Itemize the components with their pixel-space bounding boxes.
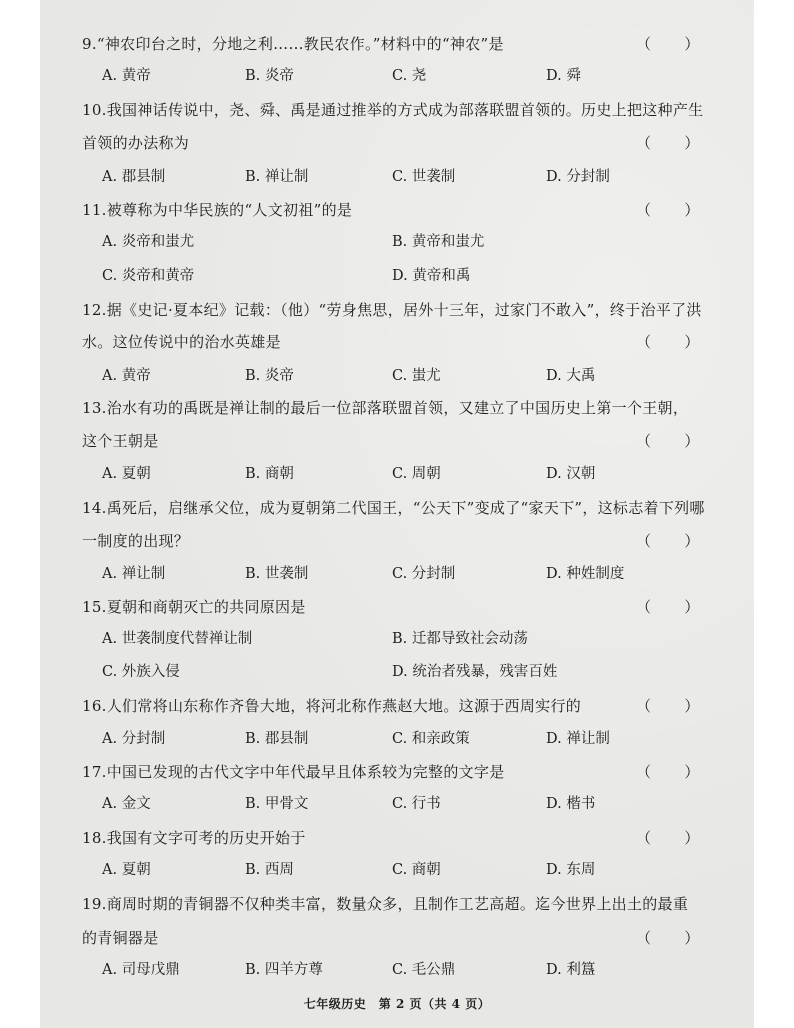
question-13-option[interactable]: A. 夏朝 (102, 466, 151, 482)
question-15-option[interactable]: C. 外族入侵 (102, 664, 180, 680)
question-14-option[interactable]: D. 种姓制度 (546, 566, 625, 582)
question-15-answer-blank[interactable]: （ ） (636, 598, 700, 616)
question-16-stem-line: 16.人们常将山东称作齐鲁大地，将河北称作燕赵大地。这源于西周实行的 (82, 697, 582, 715)
question-12-option[interactable]: A. 黄帝 (102, 368, 151, 384)
question-13-option[interactable]: D. 汉朝 (546, 466, 596, 482)
question-14-stem-line: 一制度的出现？ (82, 532, 190, 550)
question-16-option[interactable]: C. 和亲政策 (392, 731, 470, 747)
question-9-option[interactable]: A. 黄帝 (102, 68, 151, 84)
question-9-stem-line: 9.“神农印台之时，分地之利……教民农作。”材料中的“神农”是 (82, 35, 504, 53)
question-10-option[interactable]: D. 分封制 (546, 169, 610, 185)
question-18-stem-line: 18.我国有文字可考的历史开始于 (82, 829, 306, 847)
question-12-stem-line: 水。这位传说中的治水英雄是 (82, 333, 281, 351)
question-13-option[interactable]: C. 周朝 (392, 466, 441, 482)
question-12-stem-line: 12.据《史记·夏本纪》记载：（他）“劳身焦思，居外十三年，过家门不敢入”，终于治平了洪 (82, 301, 702, 319)
question-18-option[interactable]: B. 西周 (245, 862, 294, 878)
question-11-option[interactable]: C. 炎帝和黄帝 (102, 268, 195, 284)
question-9-option[interactable]: D. 舜 (546, 68, 581, 84)
question-10-answer-blank[interactable]: （ ） (636, 134, 700, 152)
question-19-stem-line: 的青铜器是 (82, 929, 159, 947)
question-17-answer-blank[interactable]: （ ） (636, 763, 700, 781)
question-19-option[interactable]: A. 司母戊鼎 (102, 962, 180, 978)
question-19-option[interactable]: D. 利簋 (546, 962, 596, 978)
question-16-option[interactable]: A. 分封制 (102, 731, 166, 747)
question-10-option[interactable]: C. 世袭制 (392, 169, 456, 185)
question-19-option[interactable]: C. 毛公鼎 (392, 962, 456, 978)
question-17-option[interactable]: D. 楷书 (546, 796, 596, 812)
question-18-option[interactable]: C. 商朝 (392, 862, 441, 878)
question-12-option[interactable]: B. 炎帝 (245, 368, 294, 384)
question-18-option[interactable]: A. 夏朝 (102, 862, 151, 878)
question-10-stem-line: 首领的办法称为 (82, 134, 190, 152)
question-19-option[interactable]: B. 四羊方尊 (245, 962, 323, 978)
question-18-answer-blank[interactable]: （ ） (636, 829, 700, 847)
question-9-option[interactable]: C. 尧 (392, 68, 427, 84)
question-9-option[interactable]: B. 炎帝 (245, 68, 294, 84)
question-10-stem-line: 10.我国神话传说中，尧、舜、禹是通过推举的方式成为部落联盟首领的。历史上把这种产生 (82, 101, 704, 119)
question-11-option[interactable]: D. 黄帝和禹 (392, 268, 471, 284)
question-15-stem-line: 15.夏朝和商朝灭亡的共同原因是 (82, 598, 306, 616)
question-11-option[interactable]: A. 炎帝和蚩尤 (102, 234, 195, 250)
question-10-option[interactable]: A. 郡县制 (102, 169, 166, 185)
question-14-option[interactable]: B. 世袭制 (245, 566, 309, 582)
question-16-option[interactable]: D. 禅让制 (546, 731, 610, 747)
question-17-option[interactable]: B. 甲骨文 (245, 796, 309, 812)
question-14-answer-blank[interactable]: （ ） (636, 532, 700, 550)
question-15-option[interactable]: A. 世袭制度代替禅让制 (102, 631, 253, 647)
question-19-answer-blank[interactable]: （ ） (636, 929, 700, 947)
question-13-stem-line: 13.治水有功的禹既是禅让制的最后一位部落联盟首领，又建立了中国历史上第一个王朝， (82, 399, 689, 417)
question-15-option[interactable]: B. 迁都导致社会动荡 (392, 631, 528, 647)
question-16-answer-blank[interactable]: （ ） (636, 697, 700, 715)
question-11-stem-line: 11.被尊称为中华民族的“人文初祖”的是 (82, 201, 353, 219)
question-11-answer-blank[interactable]: （ ） (636, 201, 700, 219)
question-18-option[interactable]: D. 东周 (546, 862, 596, 878)
question-10-option[interactable]: B. 禅让制 (245, 169, 309, 185)
question-12-answer-blank[interactable]: （ ） (636, 333, 700, 351)
question-12-option[interactable]: D. 大禹 (546, 368, 596, 384)
question-9-answer-blank[interactable]: （ ） (636, 35, 700, 53)
question-11-option[interactable]: B. 黄帝和蚩尤 (392, 234, 485, 250)
question-15-option[interactable]: D. 统治者残暴，残害百姓 (392, 664, 558, 680)
question-17-option[interactable]: C. 行书 (392, 796, 441, 812)
question-14-option[interactable]: C. 分封制 (392, 566, 456, 582)
question-19-stem-line: 19.商周时期的青铜器不仅种类丰富，数量众多，且制作工艺高超。迄今世界上出土的最重 (82, 895, 689, 913)
question-12-option[interactable]: C. 蚩尤 (392, 368, 441, 384)
exam-page (40, 0, 754, 1028)
question-13-option[interactable]: B. 商朝 (245, 466, 294, 482)
question-14-option[interactable]: A. 禅让制 (102, 566, 166, 582)
question-13-stem-line: 这个王朝是 (82, 432, 159, 450)
question-16-option[interactable]: B. 郡县制 (245, 731, 309, 747)
page-footer: 七年级历史 第 2 页（共 4 页） (303, 997, 491, 1011)
question-13-answer-blank[interactable]: （ ） (636, 432, 700, 450)
question-17-option[interactable]: A. 金文 (102, 796, 151, 812)
question-17-stem-line: 17.中国已发现的古代文字中年代最早且体系较为完整的文字是 (82, 763, 505, 781)
question-14-stem-line: 14.禹死后，启继承父位，成为夏朝第二代国王，“公天下”变成了“家天下”，这标志着下列哪 (82, 499, 705, 517)
